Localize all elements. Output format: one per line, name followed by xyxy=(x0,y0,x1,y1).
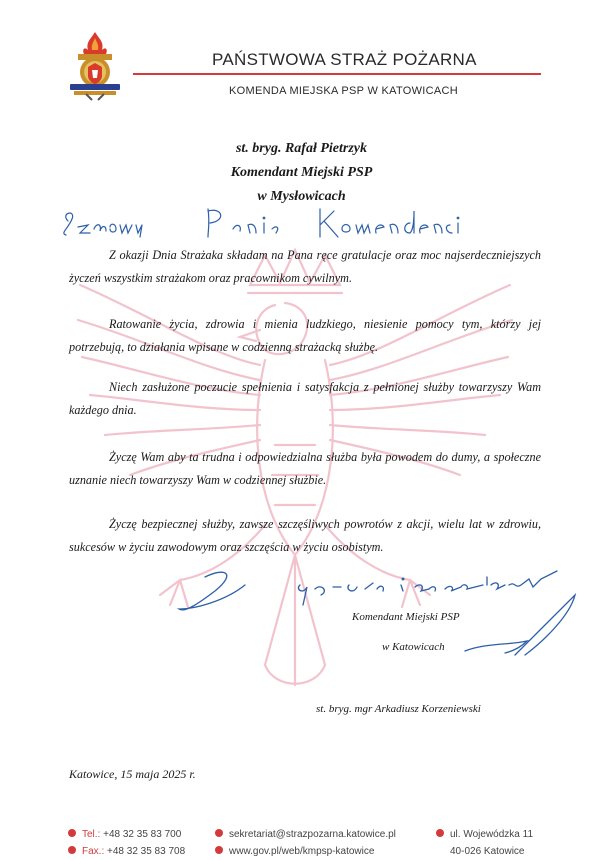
body-paragraph-3: Niech zasłużone poczucie spełnienia i satysfakcja z pełnionej służby towarzyszy Wam każdego dnia. xyxy=(69,380,541,417)
handwritten-greeting-signature xyxy=(58,203,498,243)
phone-icon xyxy=(68,846,76,854)
footer-street xyxy=(436,829,533,840)
signatory-title-line2: w Katowicach xyxy=(382,641,445,653)
body-paragraph-5: Życzę bezpiecznej służby, zawsze szczęśliwych powrotów z akcji, wielu lat w zdrowiu, sukcesów w życiu zawodowym oraz szczęścia w życiu osobistym. xyxy=(69,517,541,554)
location-icon xyxy=(436,829,444,837)
org-subtitle: KOMENDA MIEJSKA PSP W KATOWICACH xyxy=(229,85,459,97)
org-title: PAŃSTWOWA STRAŻ POŻARNA xyxy=(212,50,477,69)
email-icon xyxy=(215,829,223,837)
web-link[interactable]: www.gov.pl/web/kmpsp-katowice xyxy=(229,846,375,857)
street-address: ul. Wojewódzka 11 xyxy=(450,829,534,840)
footer-web[interactable] xyxy=(215,846,374,857)
recipient-name: st. bryg. Rafał Pietrzyk xyxy=(235,141,368,156)
footer-phone xyxy=(68,829,181,840)
recipient-location: w Mysłowicach xyxy=(257,189,346,204)
footer-email[interactable] xyxy=(215,829,396,840)
handwritten-closing-signature xyxy=(165,555,585,665)
recipient-title: Komendant Miejski PSP xyxy=(230,165,373,180)
email-link[interactable]: sekretariat@strazpozarna.katowice.pl xyxy=(229,829,396,840)
phone-icon xyxy=(68,829,76,837)
web-icon xyxy=(215,846,223,854)
footer-city: 40-026 Katowice xyxy=(450,846,525,857)
signatory-title-line1: Komendant Miejski PSP xyxy=(352,611,460,623)
body-paragraph-2: Ratowanie życia, zdrowia i mienia ludzkiego, niesienie pomocy tym, którzy jej potrzebują, to działania wpisane w codzienną strażacką służbę. xyxy=(69,317,541,354)
psp-logo-icon xyxy=(64,30,126,102)
tel-label: Tel.: xyxy=(82,829,101,840)
fax-value: +48 32 35 83 708 xyxy=(107,846,186,857)
body-paragraph-1: Z okazji Dnia Strażaka składam na Pana ręce gratulacje oraz moc najserdeczniejszych życzeń wszystkim strażakom oraz pracownikom cywilnym. xyxy=(69,248,541,285)
letter-date: Katowice, 15 maja 2025 r. xyxy=(69,767,196,781)
body-paragraph-4: Życzę Wam aby ta trudna i odpowiedzialna służba była powodem do dumy, a społeczne uznanie niech towarzyszy Wam w codziennej służbie. xyxy=(69,450,541,487)
footer-fax xyxy=(68,846,185,857)
fax-label: Fax.: xyxy=(82,846,105,857)
signatory-name: st. bryg. mgr Arkadiusz Korzeniewski xyxy=(316,703,481,715)
tel-value: +48 32 35 83 700 xyxy=(103,829,182,840)
header-divider xyxy=(133,73,541,75)
